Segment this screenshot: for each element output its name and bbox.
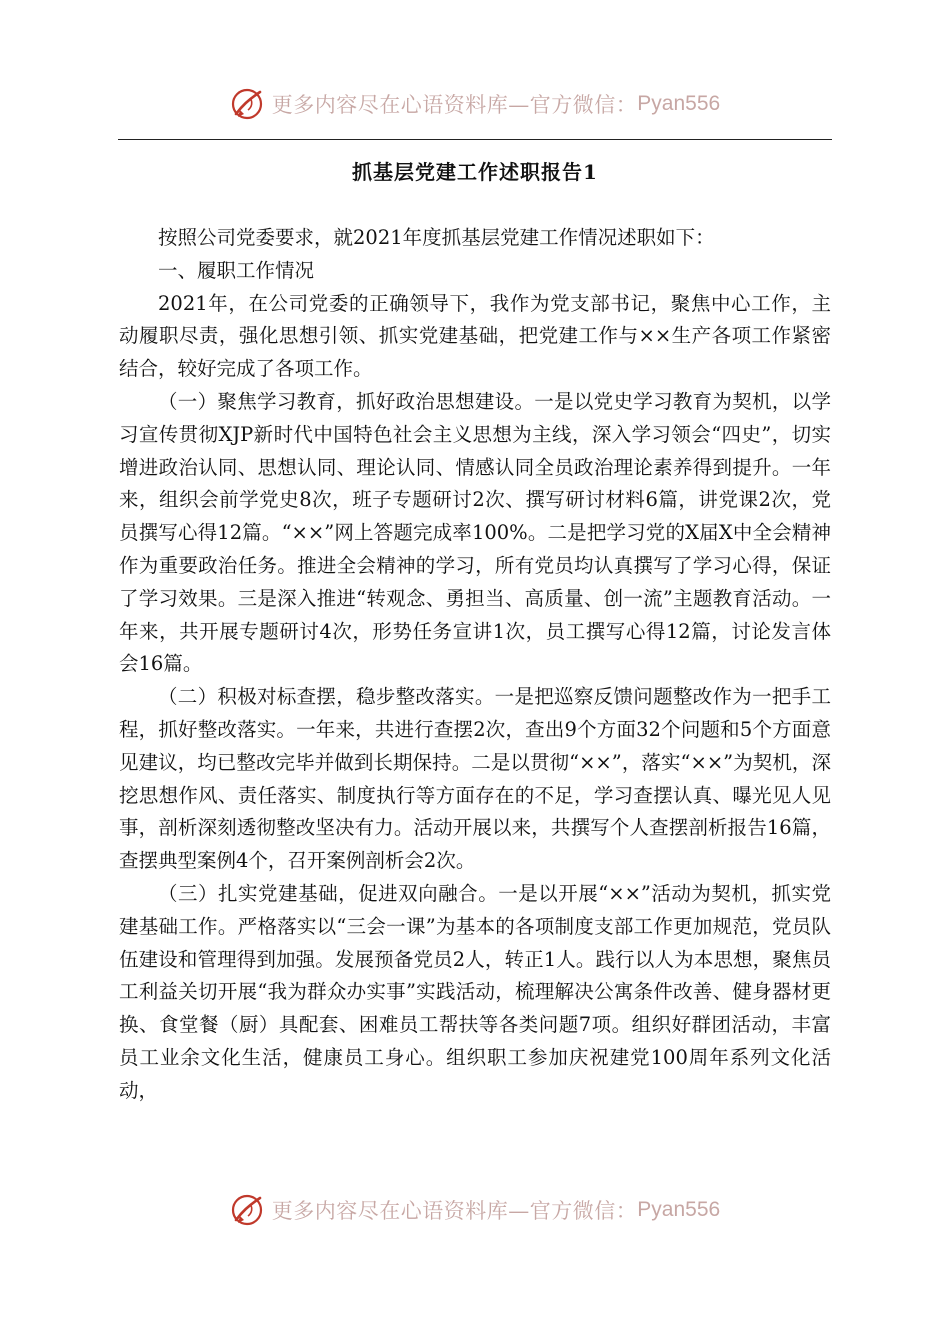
header-divider [118,139,832,140]
banner-wechat-id: Pyan556 [637,92,721,115]
body-paragraph: 2021年，在公司党委的正确领导下，我作为党支部书记，聚焦中心工作，主动履职尽责，强化思想引领、抓实党建基础，把党建工作与××生产各项工作紧密结合，较好完成了各项工作。 [119,291,831,381]
document-title: 抓基层党建工作述职报告1 [352,160,598,184]
section-heading: 一、履职工作情况 [158,258,315,282]
banner-text: 更多内容尽在心语资料库—官方微信： [271,93,638,117]
banner-wechat-id: Pyan556 [637,1198,721,1221]
header-banner [0,84,950,124]
pen-brush-logo-icon [230,1192,266,1228]
body-paragraph: （二）积极对标查摆，稳步整改落实。一是把巡察反馈问题整改作为一把手工程，抓好整改落实。一年来，共进行查摆2次，查出9个方面32个问题和5个方面意见建议，均已整改完毕并做到长期保持。二是以贯彻“××”，落实“××”为契机，深挖思想作风、责任落实、制度执行等方面存在的不足，学习查摆认真、曝光见人见事，剖析深刻透彻整改坚决有力。活动开展以来，共撰写个人查摆剖析报告16篇，查摆典型案例4个，召开案例剖析会2次。 [119,685,831,873]
intro-paragraph: 按照公司党委要求，就2021年度抓基层党建工作情况述职如下： [158,226,715,249]
banner-text: 更多内容尽在心语资料库—官方微信： [271,1199,638,1223]
body-paragraph: （三）扎实党建基础，促进双向融合。一是以开展“××”活动为契机，抓实党建基础工作。严格落实以“三会一课”为基本的各项制度支部工作更加规范，党员队伍建设和管理得到加强。发展预备党员2人，转正1人。践行以人为本思想，聚焦员工利益关切开展“我为群众办实事”实践活动，梳理解决公寓条件改善、健身器材更换、食堂餐（厨）具配套、困难员工帮扶等各类问题7项。组织好群团活动，丰富员工业余文化生活，健康员工身心。组织职工参加庆祝建党100周年系列文化活动， [119,881,831,1102]
body-paragraph: （一）聚焦学习教育，抓好政治思想建设。一是以党史学习教育为契机，以学习宣传贯彻XJP新时代中国特色社会主义思想为主线，深入学习领会“四史”，切实增进政治认同、思想认同、理论认同、情感认同全员政治理论素养得到提升。一年来，组织会前学党史8次，班子专题研讨2次、撰写研讨材料6篇，讲党课2次，党员撰写心得12篇。“××”网上答题完成率100%。二是把学习党的X届X中全会精神作为重要政治任务。推进全会精神的学习，所有党员均认真撰写了学习心得，保证了学习效果。三是深入推进“转观念、勇担当、高质量、创一流”主题教育活动。一年来，共开展专题研讨4次，形势任务宣讲1次，员工撰写心得12篇，讨论发言体会16篇。 [119,389,831,676]
footer-banner [0,1190,950,1230]
pen-brush-logo-icon [230,86,266,122]
document-body [119,222,831,1108]
